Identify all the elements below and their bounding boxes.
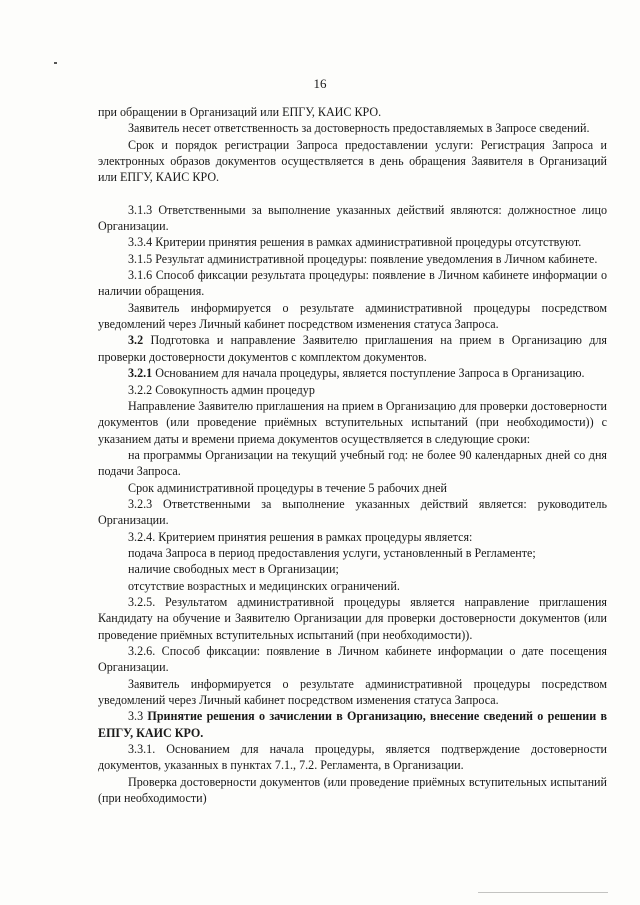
paragraph-text: 3.1.6 Способ фиксации результата процедуры: появление в Личном кабинете информации о наличии обращения. [98, 268, 607, 299]
paragraph-text: наличие свободных мест в Организации; [128, 562, 339, 577]
paragraph-text: Основанием для начала процедуры, является поступление Запроса в Организацию. [152, 366, 585, 381]
document-body [98, 104, 607, 806]
paragraph [98, 480, 607, 496]
paragraph [98, 529, 607, 545]
paragraph-text: 3.2.3 Ответственными за выполнение указанных действий является: руководитель Организации. [98, 496, 607, 528]
paragraph-text: 3.2.6. Способ фиксации: появление в Личном кабинете информации о дате посещения Организации. [98, 644, 607, 675]
paragraph-text: Заявитель информируется о результате административной процедуры посредством уведомлений через Личный кабинет посредством изменения статуса Запроса. [98, 300, 607, 332]
paragraph [98, 545, 607, 561]
paragraph [98, 234, 607, 250]
scan-mark [478, 892, 608, 893]
paragraph-text: 3.1.3 Ответственными за выполнение указанных действий являются: должностное лицо Организации. [98, 202, 607, 234]
paragraph [98, 365, 607, 381]
paragraph [98, 300, 607, 333]
paragraph-text: Подготовка и направление Заявителю приглашения на прием в Организацию для проверки достоверности документов с комплектом документов. [98, 333, 607, 364]
paragraph-text: Направление Заявителю приглашения на прием в Организацию для проверки достоверности документов (или проведение приёмных вступительных испытаний (при необходимости)) с указанием даты и времени приема документов осуществляется в следующие сроки: [98, 398, 607, 446]
paragraph [98, 447, 607, 480]
page-number: 16 [313, 76, 327, 91]
paragraph-text: Заявитель несет ответственность за достоверность предоставляемых в Запросе сведений. [128, 121, 590, 136]
paragraph-text: Заявитель информируется о результате административной процедуры посредством уведомлений через Личный кабинет посредством изменения статуса Запроса. [98, 676, 607, 708]
paragraph-text: 3.2.5. Результатом административной процедуры является направление приглашения Кандидату на обучение и Заявителю Организации для проверки достоверности документов (или проведение приёмных вступительных испытаний (при необходимости)). [98, 594, 607, 642]
paragraph [98, 676, 607, 709]
paragraph [98, 382, 607, 398]
paragraph [98, 267, 607, 300]
paragraph-text: на программы Организации на текущий учебный год: не более 90 календарных дней со дня подачи Запроса. [98, 447, 607, 479]
paragraph-text: 3.3.1. Основанием для начала процедуры, является подтверждение достоверности документов, указанных в пунктах 7.1., 7.2. Регламента, в Организации. [98, 742, 607, 773]
paragraph [98, 643, 607, 676]
paragraph [98, 594, 607, 643]
paragraph-text: 3.3.4 Критерии принятия решения в рамках административной процедуры отсутствуют. [128, 235, 582, 250]
paragraph-text: 3.2.2 Совокупность админ процедур [128, 382, 315, 397]
paragraph [98, 741, 607, 774]
paragraph [98, 774, 607, 807]
paragraph-text: 3.1.5 Результат административной процедуры: появление уведомления в Личном кабинете. [128, 251, 598, 266]
paragraph [98, 578, 607, 594]
paragraph [98, 120, 607, 136]
paragraph-text: Срок административной процедуры в течение 5 рабочих дней [128, 480, 448, 495]
scan-mark [54, 62, 57, 64]
paragraph [98, 398, 607, 447]
paragraph-text: 3.3 [128, 709, 148, 724]
paragraph [98, 202, 607, 235]
paragraph-bold-heading: Принятие решения о зачислении в Организацию, внесение сведений о решении в ЕПГУ, КАИС КРО. [98, 709, 608, 740]
paragraph-text: 3.2.4. Критерием принятия решения в рамках процедуры является: [128, 529, 473, 544]
paragraph [98, 137, 607, 186]
paragraph [98, 561, 607, 577]
paragraph-text: Срок и порядок регистрации Запроса предоставлении услуги: Регистрация Запроса и электронных образов документов осуществляется в день обращения Заявителя в Организаций или ЕПГУ, КАИС КРО. [98, 137, 607, 185]
paragraph-text: отсутствие возрастных и медицинских ограничений. [128, 578, 400, 593]
paragraph-text: подача Запроса в период предоставления услуги, установленный в Регламенте; [128, 545, 536, 560]
paragraph [98, 496, 607, 529]
paragraph [98, 332, 607, 365]
paragraph-bold-prefix: 3.2.1 [128, 366, 153, 381]
paragraph-text: Проверка достоверности документов (или проведение приёмных вступительных испытаний (при необходимости) [98, 774, 607, 806]
paragraph [98, 251, 607, 267]
paragraph-text: при обращении в Организаций или ЕПГУ, КАИС КРО. [98, 105, 382, 119]
paragraph [98, 104, 607, 120]
paragraph [98, 708, 607, 741]
paragraph-bold-prefix: 3.2 [128, 333, 144, 348]
